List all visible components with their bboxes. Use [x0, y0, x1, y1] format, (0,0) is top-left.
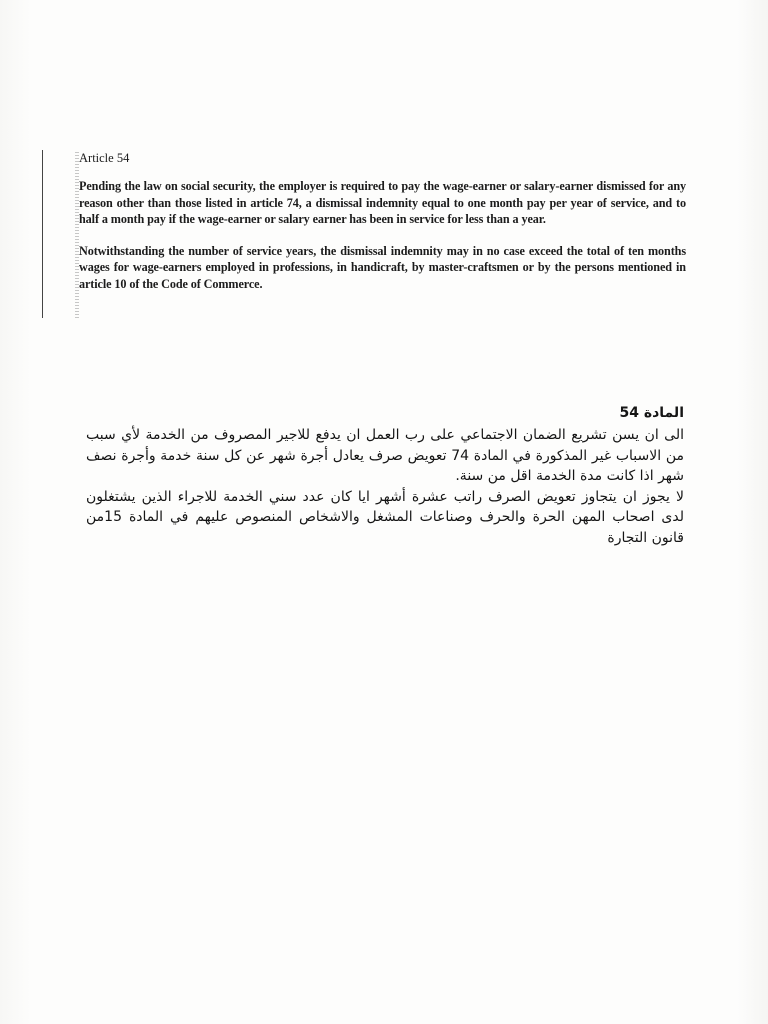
- arabic-paragraph-2: لا يجوز ان يتجاوز تعويض الصرف راتب عشرة أشهر ايا كان عدد سني الخدمة للاجراء الذين يشتغلون لدى اصحاب المهن الحرة والحرف وصناعات المشغل والاشخاص المنصوص عليهم في المادة 15من قانون التجارة: [86, 488, 684, 546]
- margin-rule: [42, 150, 43, 318]
- arabic-article-heading: المادة 54: [619, 405, 684, 421]
- english-paragraph-2: Notwithstanding the number of service years, the dismissal indemnity may in no case exceed the total of ten months wages for wage-earners employed in professions, in handicraft, by master-craftsmen or by the persons mentioned in article 10 of the Code of Commerce.: [79, 243, 686, 291]
- english-article-heading: Article 54: [79, 151, 130, 165]
- english-paragraph-1: Pending the law on social security, the employer is required to pay the wage-earner or salary-earner dismissed for any reason other than those listed in article 74, a dismissal indemnity equal to one month pay per year of service, and to half a month pay if the wage-earner or salary earner has been in service for less than a year.: [79, 179, 686, 226]
- english-article-block: [42, 150, 687, 318]
- arabic-paragraph-1: الى ان يسن تشريع الضمان الاجتماعي على رب العمل ان يدفع للاجير المصروف من الخدمة لأي سبب من الاسباب غير المذكورة في المادة 74 تعويض صرف يعادل أجرة شهر عن كل سنة خدمة وأجرة نصف شهر اذا كانت مدة الخدمة اقل من سنة.: [86, 427, 684, 484]
- arabic-article-block: [86, 403, 684, 548]
- english-article-text: [79, 150, 686, 307]
